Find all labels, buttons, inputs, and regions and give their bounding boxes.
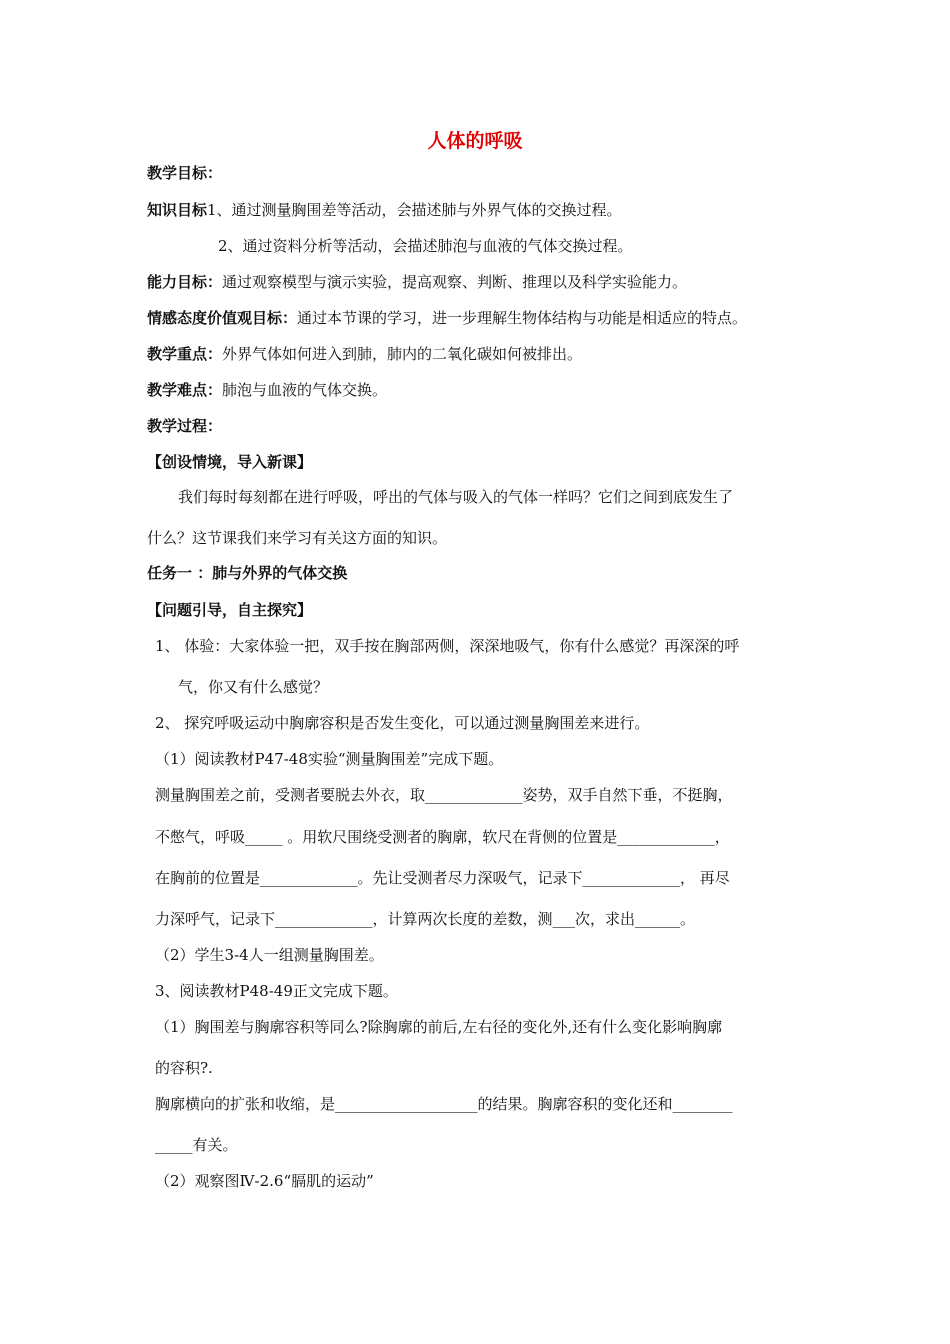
- task1-heading: 任务一 ：肺与外界的气体交换: [147, 564, 348, 582]
- fill-blank-line-5: 胸廓横向的扩张和收缩，是___________________的结果。胸廓容积的变化还和________: [155, 1095, 733, 1113]
- teaching-key-text: 外界气体如何进入到肺，肺内的二氧化碳如何被排出。: [222, 345, 583, 363]
- emotion-goal-label: 情感态度价值观目标：: [147, 309, 298, 327]
- intro-heading: 【创设情境，导入新课】: [147, 453, 313, 471]
- fill-blank-line-4: 力深呼气，记录下_____________，计算两次长度的差数，测___次，求出______。: [155, 910, 696, 928]
- fill-blank-line-2: 不憋气，呼吸_____ 。用软尺围绕受测者的胸廓，软尺在背侧的位置是_____________，: [155, 828, 730, 846]
- teaching-key-label: 教学重点：: [147, 345, 223, 363]
- knowledge-goal-text-1: 1、通过测量胸围差等活动，会描述肺与外界气体的交换过程。: [207, 201, 622, 219]
- teaching-difficulty-text: 肺泡与血液的气体交换。: [222, 381, 388, 399]
- emotion-goal-text: 通过本节课的学习，进一步理解生物体结构与功能是相适应的特点。: [297, 309, 748, 327]
- question-1-line-2: 气，你又有什么感觉？: [178, 678, 329, 696]
- page-title: 人体的呼吸: [427, 130, 523, 152]
- question-1-line-1: 1、 体验：大家体验一把，双手按在胸部两侧，深深地吸气，你有什么感觉？再深深的呼: [155, 637, 740, 655]
- task1-guide-heading: 【问题引导，自主探究】: [147, 601, 313, 619]
- knowledge-goal-text-2: 2、通过资料分析等活动，会描述肺泡与血液的气体交换过程。: [218, 237, 633, 255]
- intro-paragraph-line-1: 我们每时每刻都在进行呼吸，呼出的气体与吸入的气体一样吗？它们之间到底发生了: [178, 488, 734, 506]
- question-2-2: （2）学生3-4人一组测量胸围差。: [155, 946, 384, 964]
- emotion-goal: [147, 308, 747, 328]
- question-2-1: （1）阅读教材P47-48实验“测量胸围差”完成下题。: [155, 750, 504, 768]
- teaching-key-point: [147, 344, 582, 364]
- question-3-1-line-1: （1）胸围差与胸廓容积等同么?除胸廓的前后,左右径的变化外,还有什么变化影响胸廓: [155, 1018, 723, 1036]
- fill-blank-line-3: 在胸前的位置是_____________。先让受测者尽力深吸气，记录下_____________， 再尽: [155, 869, 730, 887]
- teaching-process-heading: 教学过程：: [147, 417, 223, 435]
- ability-goal-label: 能力目标：: [147, 273, 223, 291]
- knowledge-goal-line-1: [147, 200, 622, 220]
- question-2: 2、 探究呼吸运动中胸廓容积是否发生变化，可以通过测量胸围差来进行。: [155, 714, 650, 732]
- question-3: 3、阅读教材P48-49正文完成下题。: [155, 982, 398, 1000]
- ability-goal: [147, 272, 687, 292]
- question-3-1-line-2: 的容积?.: [155, 1059, 213, 1077]
- ability-goal-text: 通过观察模型与演示实验，提高观察、判断、推理以及科学实验能力。: [222, 273, 688, 291]
- intro-paragraph-line-2: 什么？这节课我们来学习有关这方面的知识。: [147, 529, 448, 547]
- goals-heading: 教学目标：: [147, 164, 223, 182]
- knowledge-goal-label: 知识目标: [147, 201, 208, 219]
- fill-blank-line-1: 测量胸围差之前，受测者要脱去外衣，取_____________姿势，双手自然下垂，不挺胸，: [155, 786, 733, 804]
- teaching-difficulty: [147, 380, 387, 400]
- fill-blank-line-6: _____有关。: [155, 1136, 238, 1154]
- teaching-difficulty-label: 教学难点：: [147, 381, 223, 399]
- question-3-2: （2）观察图Ⅳ-2.6“膈肌的运动”: [155, 1172, 374, 1190]
